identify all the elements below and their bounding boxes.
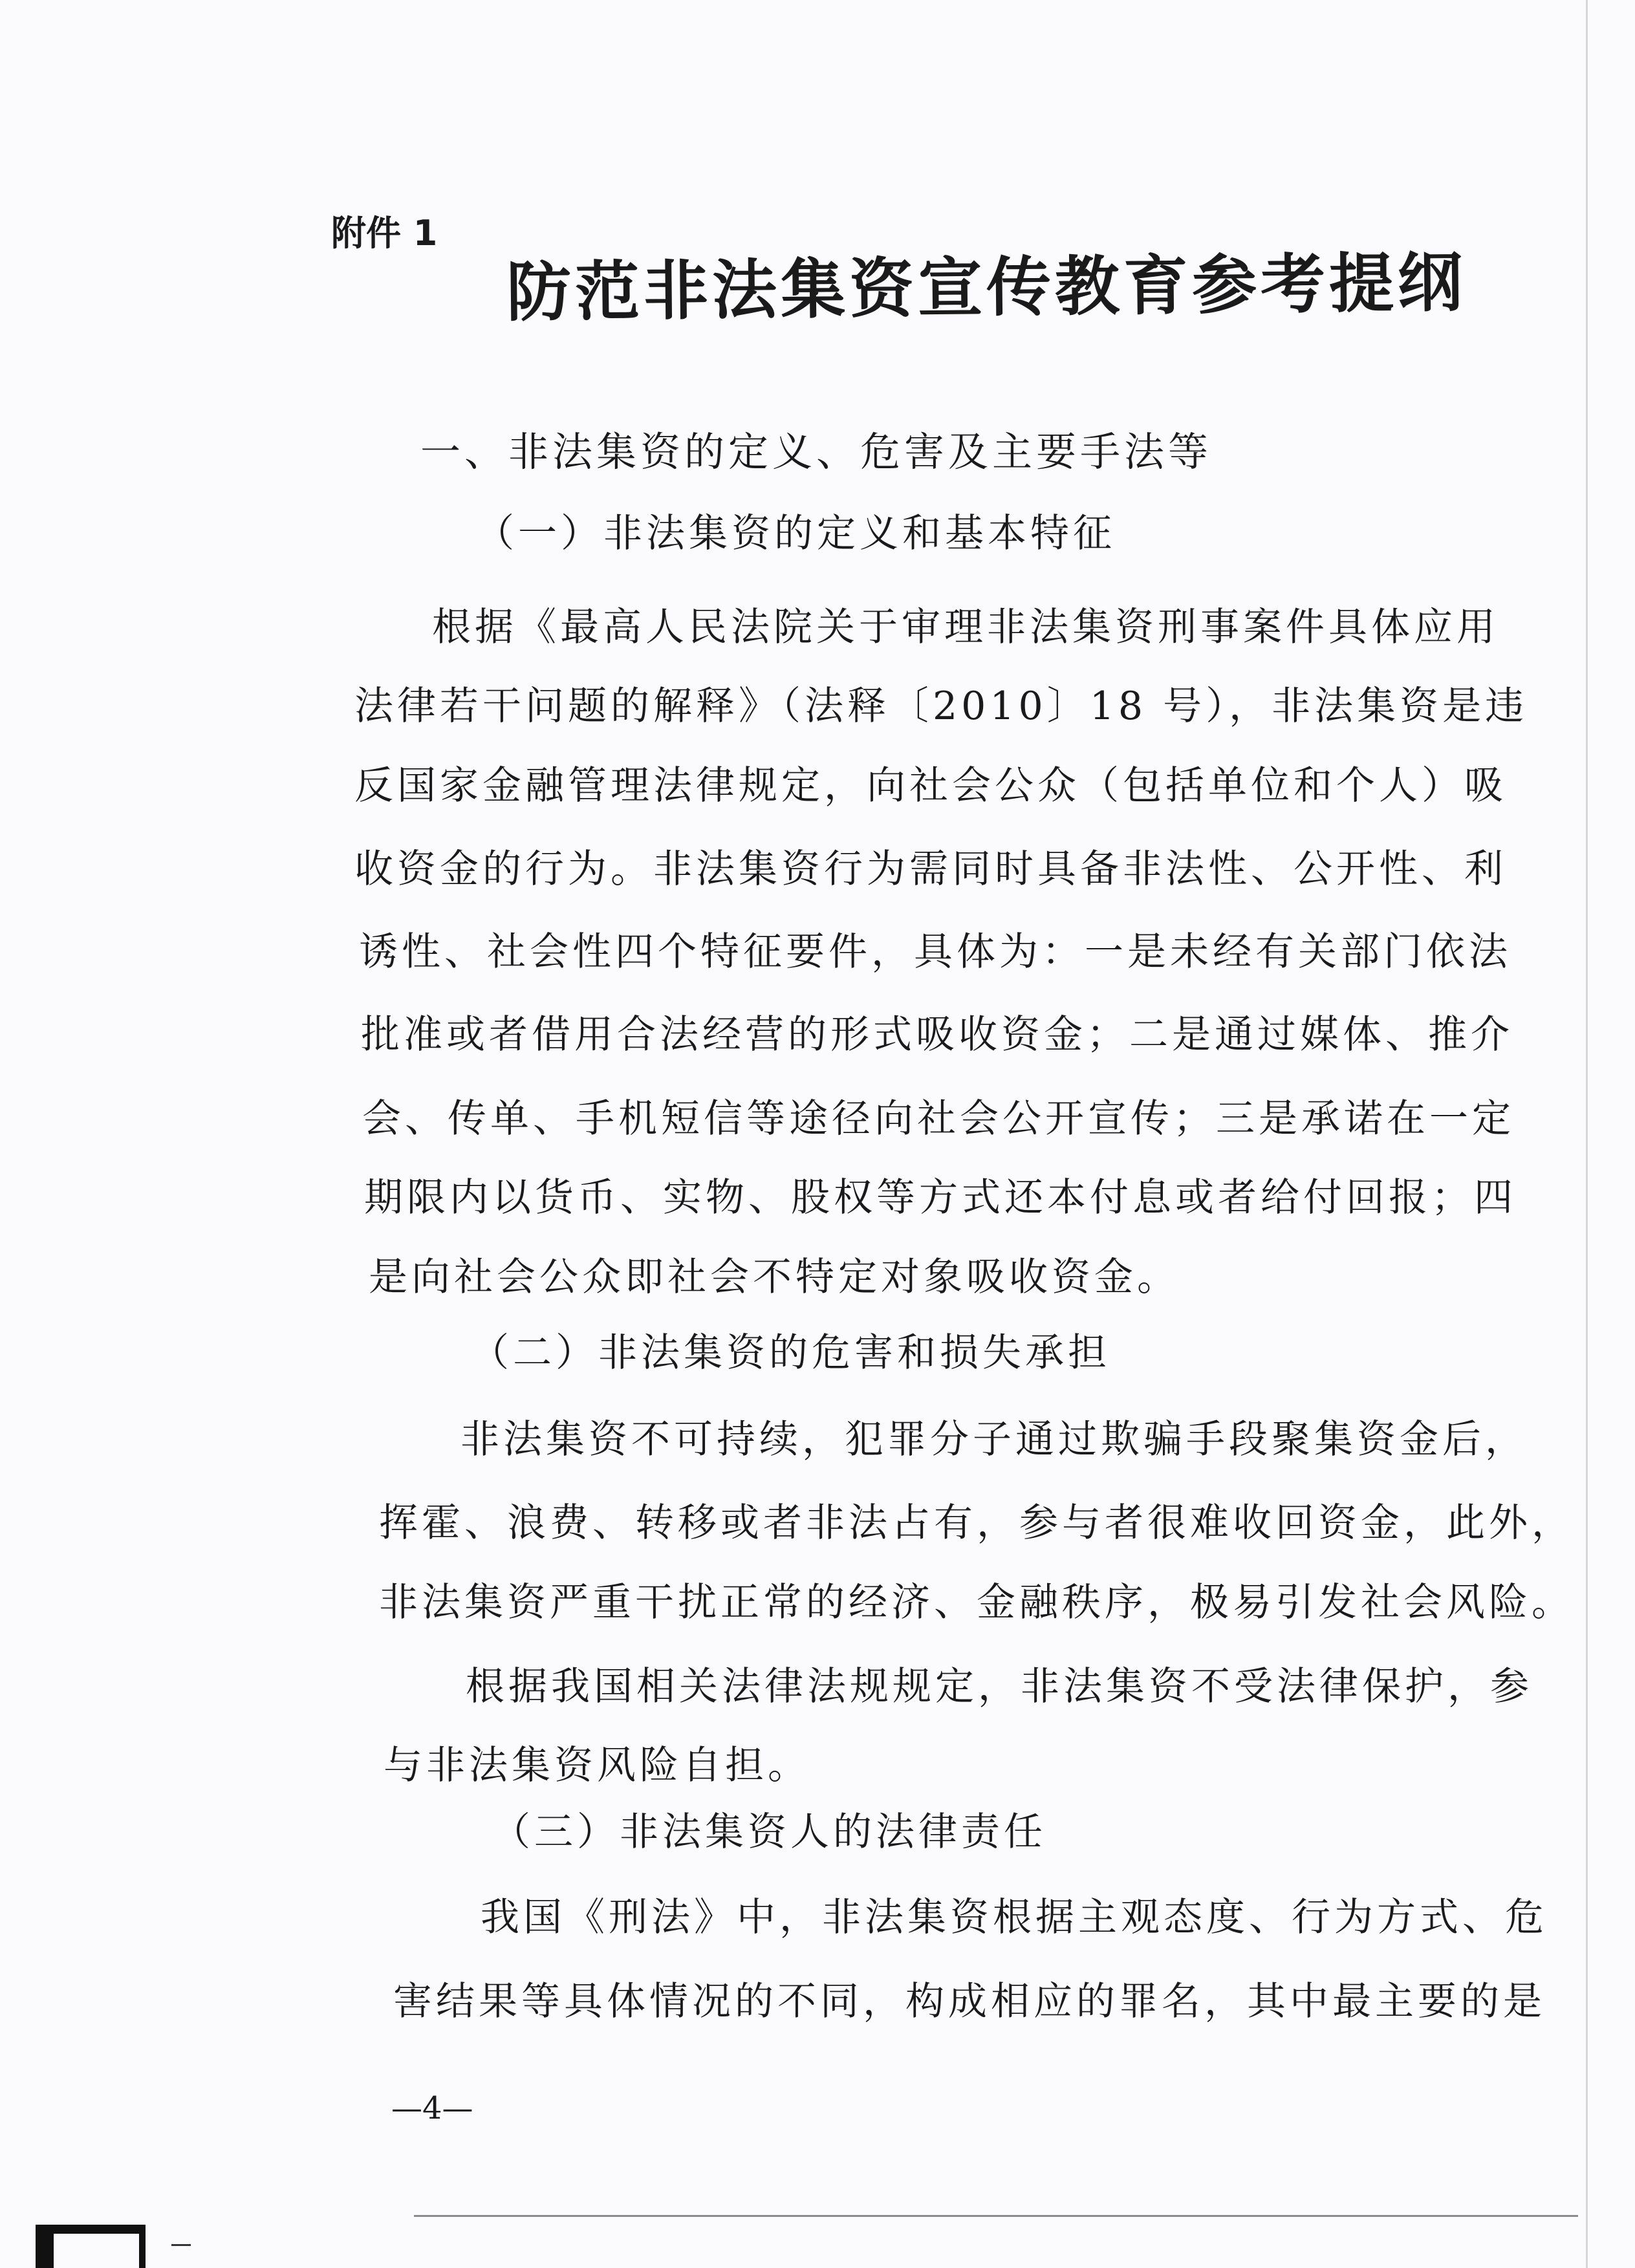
subsection-heading: （三）非法集资人的法律责任	[492, 1809, 1046, 1855]
scan-edge	[1586, 0, 1588, 2268]
scan-dash-mark	[171, 2244, 191, 2246]
paragraph-line: 是向社会公众即社会不特定对象吸收资金。	[369, 1255, 1180, 1300]
paragraph-line: 诱性、社会性四个特征要件，具体为：一是未经有关部门依法	[359, 929, 1511, 975]
paragraph-line: 我国《刑法》中，非法集资根据主观态度、行为方式、危	[481, 1895, 1548, 1940]
paragraph-line: 会、传单、手机短信等途径向社会公开宣传；三是承诺在一定	[362, 1096, 1515, 1141]
paragraph-line: 非法集资严重干扰正常的经济、金融秩序，极易引发社会风险。	[379, 1580, 1574, 1625]
attachment-label: 附件 1	[331, 213, 438, 254]
paragraph-line: 与非法集资风险自担。	[384, 1743, 810, 1788]
subsection-heading: （二）非法集资的危害和损失承担	[470, 1330, 1110, 1376]
paragraph-line: 挥霍、浪费、转移或者非法占有，参与者很难收回资金，此外，	[379, 1500, 1574, 1546]
paragraph-line: 非法集资不可持续，犯罪分子通过欺骗手段聚集资金后，	[460, 1417, 1528, 1462]
scan-corner-mark	[36, 2225, 146, 2268]
paragraph-line: 期限内以货币、实物、股权等方式还本付息或者给付回报；四	[364, 1175, 1517, 1220]
subsection-heading: （一）非法集资的定义和基本特征	[475, 511, 1116, 556]
document-title: 防范非法集资宣传教育参考提纲	[506, 244, 1467, 330]
paragraph-line: 根据《最高人民法院关于审理非法集资刑事案件具体应用	[432, 605, 1499, 650]
paragraph-line: 反国家金融管理法律规定，向社会公众（包括单位和个人）吸	[354, 763, 1507, 808]
paragraph-line: 批准或者借用合法经营的形式吸收资金；二是通过媒体、推介	[361, 1012, 1513, 1057]
page-number: —4—	[391, 2090, 473, 2126]
paragraph-line: 害结果等具体情况的不同，构成相应的罪名，其中最主要的是	[393, 1979, 1546, 2024]
paragraph-line: 法律若干问题的解释》（法释〔2010〕18 号），非法集资是违	[354, 684, 1528, 729]
section-heading: 一、非法集资的定义、危害及主要手法等	[420, 428, 1213, 475]
paragraph-line: 根据我国相关法律法规规定，非法集资不受法律保护，参	[466, 1664, 1533, 1709]
paragraph-line: 收资金的行为。非法集资行为需同时具备非法性、公开性、利	[354, 847, 1507, 892]
scan-bottom-line	[414, 2215, 1578, 2217]
